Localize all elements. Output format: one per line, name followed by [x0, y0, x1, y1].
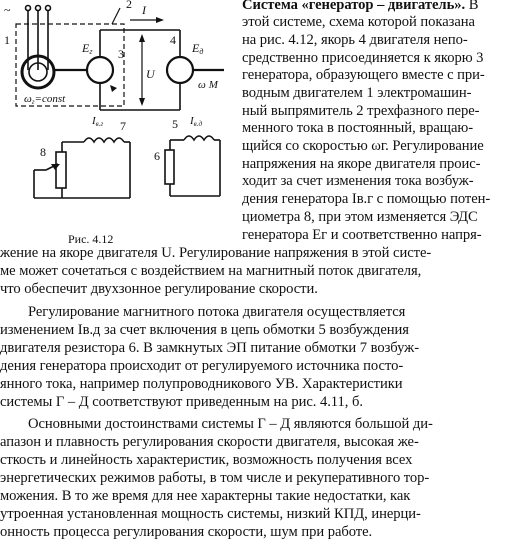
text-line: онность процесса регулирования скорости, шум при работе. [0, 524, 373, 540]
text-line: на рис. 4.12, якорь 4 двигателя непо- [242, 32, 468, 48]
label-phase-marker: ~ [4, 3, 11, 17]
label-2: 2 [126, 0, 132, 11]
label-omega-m: ω M [198, 79, 218, 91]
label-omega-const: ωг=const [24, 93, 66, 106]
text-line: сткость и линейность характеристик, возможность получения всех [0, 452, 413, 468]
label-6: 6 [154, 149, 160, 163]
text-line: щийся со скоростью ωг. Регулирование [242, 138, 484, 154]
text-line: утроенная установленная мощность системы, низкий КПД, инерци- [0, 506, 421, 522]
circuit-diagram-figure [2, 0, 234, 245]
text-line: апазон и плавность регулирования скорости двигателя, высокая же- [0, 434, 419, 450]
label-voltage: U [146, 67, 155, 81]
generator-motor-schematic [2, 0, 234, 230]
figure-caption: Рис. 4.12 [68, 232, 114, 246]
text-line: что обеспечит двухзонное регулирование скорости. [0, 281, 318, 297]
text-line: генератора Eг и соответственно напря- [242, 227, 482, 243]
text-line: Система «генератор – двигатель». В [242, 0, 478, 15]
text-line: энергетических режимов работы, в том числе и рекуперативного тор- [0, 470, 430, 486]
text-line: ме может сочетаться с воздействием на магнитный поток двигателя, [0, 263, 422, 279]
text-line: жение на якоре двигателя U. Регулирование напряжения в этой систе- [0, 245, 432, 261]
label-3: 3 [118, 47, 124, 61]
text-line: можения. В то же время для нее характерны такие недостатки, как [0, 488, 411, 504]
text-line: Основными достоинствами системы Г – Д являются большой ди- [28, 416, 433, 432]
text-line: менного тока в постоянный, вращаю- [242, 120, 474, 136]
text-line: генератора, образующего вместе с при- [242, 67, 485, 83]
label-current: I [142, 3, 146, 17]
text-line: водным двигателем 1 электромашин- [242, 85, 472, 101]
text-line: янного тока, например полупроводникового УВ. Характеристики [0, 376, 403, 392]
label-5: 5 [172, 117, 178, 131]
label-ed: Eд [192, 41, 204, 56]
text-line: средственно присоединяется к якорю 3 [242, 50, 484, 66]
text-line: ный выпрямитель 2 трехфазного пере- [242, 103, 480, 119]
text-line: двигателя резистора 6. В замкнутых ЭП питание обмотки 7 возбуж- [0, 340, 420, 356]
text-line: циометра 8, при этом изменяется ЭДС [242, 209, 478, 225]
label-1: 1 [4, 33, 10, 47]
text-line: Регулирование магнитного потока двигателя осуществляется [28, 304, 406, 320]
label-eg: Eг [82, 41, 93, 56]
text-line: системы Г – Д соответствуют приведенным на рис. 4.11, б. [0, 394, 363, 410]
section-title: Система «генератор – двигатель». [242, 0, 466, 13]
text-line: напряжения на якоре двигателя проис- [242, 156, 481, 172]
label-4: 4 [170, 33, 176, 47]
label-ivd: Iв.д [190, 115, 203, 128]
label-7: 7 [120, 119, 126, 133]
text-line: этой системе, схема которой показана [242, 14, 475, 30]
label-8: 8 [40, 145, 46, 159]
text-line: дения генератора Iв.г с помощью потен- [242, 191, 491, 207]
label-ivg: Iв.г [92, 115, 104, 128]
text-line: ходит за счет изменения тока возбуж- [242, 173, 474, 189]
text-line: изменением Iв.д за счет включения в цепь обмотки 5 возбуждения [0, 322, 409, 338]
text-line: дения генератора происходит от регулируемого источника посто- [0, 358, 404, 374]
